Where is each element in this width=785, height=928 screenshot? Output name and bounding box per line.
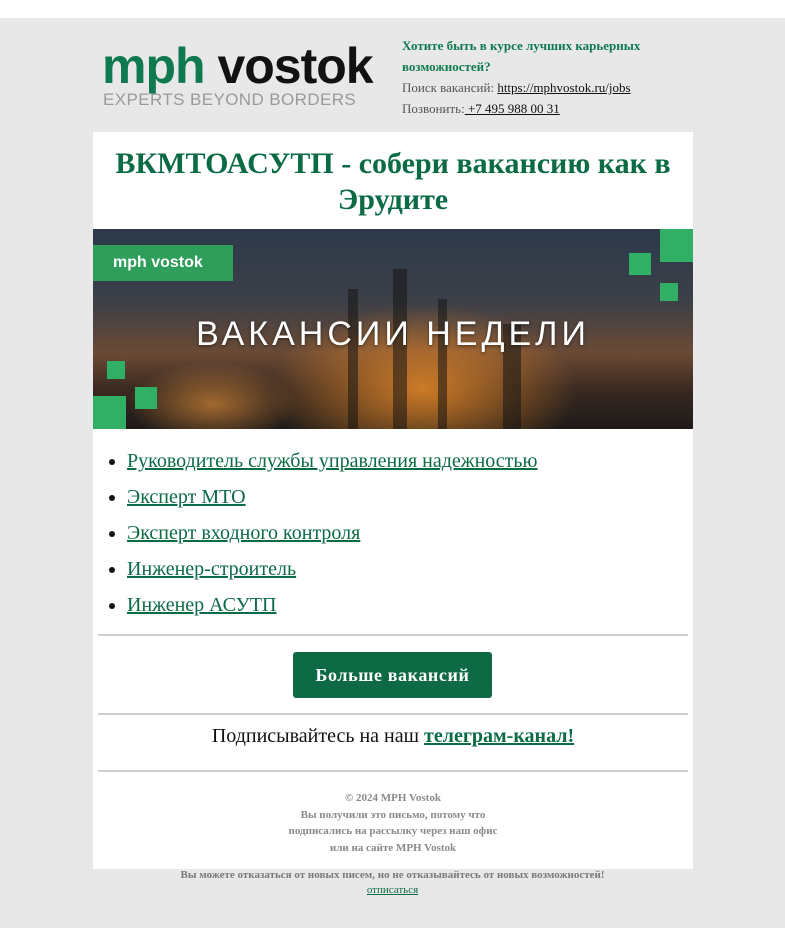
decor-square [107,361,125,379]
header-tagline: Хотите быть в курсе лучших карьерных возможностей? [402,38,641,74]
logo-slogan: EXPERTS BEYOND BORDERS [103,90,357,109]
banner-logo: mph vostok [93,245,233,281]
mph-vostok-logo[interactable] [102,38,384,110]
vacancy-list [93,429,693,623]
telegram-line [93,725,693,748]
list-item [127,515,693,551]
email-header [93,18,693,132]
logo-wordmark [102,38,373,94]
search-label: Поиск вакансий: [402,80,498,95]
call-line [402,98,692,119]
email-footer [0,868,785,898]
copyright-block [93,790,693,856]
header-info [402,35,692,119]
reason-text: подписались на рассылку через наш офис [288,825,498,837]
decor-square [660,229,693,262]
telegram-link[interactable]: телеграм-канал! [424,725,575,747]
divider [98,634,688,636]
decor-square [135,387,157,409]
vacancy-link[interactable]: Эксперт входного контроля [127,522,361,544]
copyright-text: © 2024 MPH Vostok [345,792,441,804]
list-item [127,443,693,479]
email-wrapper [93,18,693,869]
unsubscribe-link[interactable]: отписаться [366,884,419,896]
list-item [127,587,693,623]
list-item [127,479,693,515]
email-card [93,132,693,869]
logo-mph: mph [102,38,205,94]
vacancy-link[interactable]: Инженер-строитель [127,558,297,580]
vacancy-link[interactable]: Инженер АСУТП [127,594,277,616]
decor-square [660,283,678,301]
list-item [127,551,693,587]
divider [98,770,688,772]
vacancies-banner[interactable] [93,229,693,429]
decor-square [93,396,126,429]
banner-text: ВАКАНСИИ НЕДЕЛИ [196,315,590,353]
top-strip [0,0,785,18]
footer-note: Вы можете отказаться от новых писем, но не отказывайтесь от новых возможностей! [180,869,605,881]
more-vacancies-button[interactable]: Больше вакансий [293,652,492,698]
reason-text: Вы получили это письмо, потому что [300,808,486,821]
vacancy-link[interactable]: Эксперт МТО [127,486,246,508]
reason-text: или на сайте MPH Vostok [329,841,457,854]
page-title: ВКМТОАСУТП - собери вакансию как в Эрудите [115,147,671,216]
jobs-link[interactable]: https://mphvostok.ru/jobs [497,80,631,95]
logo-vostok: vostok [204,38,373,94]
phone-link[interactable]: +7 495 988 00 31 [464,101,560,116]
refinery-tower-icon [348,289,358,429]
telegram-text: Подписывайтесь на наш [211,725,425,747]
vacancy-link[interactable]: Руководитель службы управления надежностью [127,450,538,472]
search-line [402,77,692,98]
divider [98,713,688,715]
decor-square [629,253,651,275]
call-label: Позвонить: [402,101,465,116]
